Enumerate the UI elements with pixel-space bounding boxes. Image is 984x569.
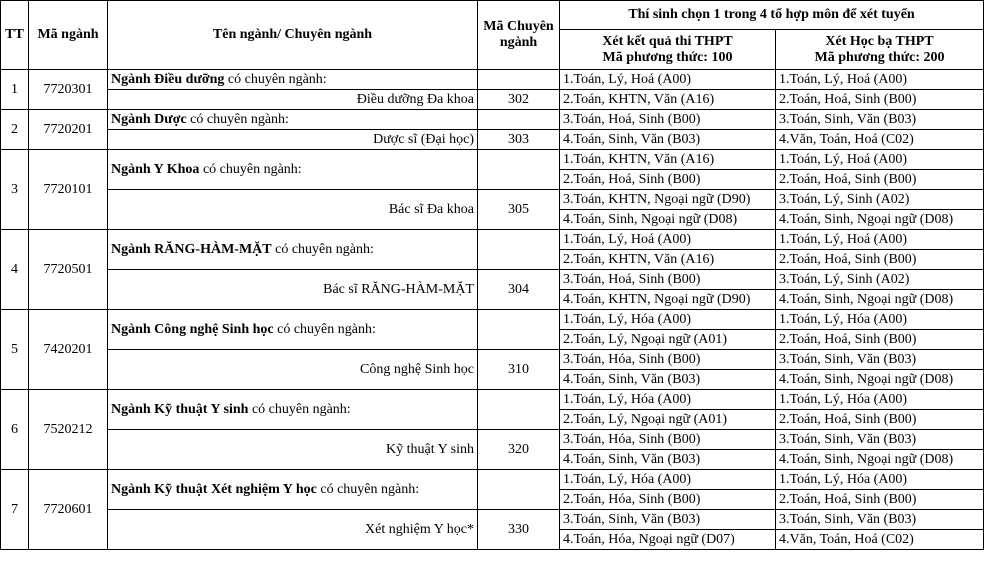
pt200-combo: 2.Toán, Hoá, Sinh (B00) (776, 90, 984, 110)
header-pt100-title: Xét kết quả thi THPT (602, 33, 733, 49)
pt100-combo: 1.Toán, Lý, Hóa (A00) (560, 470, 776, 490)
table-row (1, 350, 984, 370)
row-ma-chuyen-nganh: 310 (478, 350, 560, 390)
row-nganh-suffix: có chuyên ngành: (248, 401, 351, 417)
row-ma-cn-top (478, 310, 560, 350)
table-row (1, 130, 984, 150)
table-row (1, 390, 984, 410)
pt100-combo: 2.Toán, Lý, Ngoại ngữ (A01) (560, 410, 776, 430)
pt100-combo: 2.Toán, KHTN, Văn (A16) (560, 250, 776, 270)
pt200-combo: 4.Văn, Toán, Hoá (C02) (776, 530, 984, 550)
pt200-combo: 3.Toán, Lý, Sinh (A02) (776, 190, 984, 210)
table-row (1, 470, 984, 490)
row-nganh-name: Ngành Kỹ thuật Xét nghiệm Y học (111, 481, 317, 497)
pt200-combo: 1.Toán, Lý, Hóa (A00) (776, 310, 984, 330)
row-nganh-name: Ngành RĂNG-HÀM-MẶT (111, 241, 272, 257)
pt200-combo: 2.Toán, Hoá, Sinh (B00) (776, 330, 984, 350)
pt200-combo: 3.Toán, Lý, Sinh (A02) (776, 270, 984, 290)
pt200-combo: 4.Toán, Sinh, Ngoại ngữ (D08) (776, 290, 984, 310)
row-nganh (108, 110, 478, 130)
row-nganh-name: Ngành Y Khoa (111, 161, 200, 177)
row-nganh-suffix: có chuyên ngành: (199, 161, 302, 177)
table-row (1, 230, 984, 250)
pt200-combo: 3.Toán, Sinh, Văn (B03) (776, 110, 984, 130)
row-nganh-name: Ngành Điều dưỡng (111, 71, 225, 87)
pt200-combo: 1.Toán, Lý, Hoá (A00) (776, 150, 984, 170)
row-ma-nganh: 7720201 (29, 110, 108, 150)
pt100-combo: 4.Toán, Sinh, Văn (B03) (560, 130, 776, 150)
header-pt100-code: Mã phương thức: 100 (602, 49, 733, 65)
pt200-combo: 4.Toán, Sinh, Ngoại ngữ (D08) (776, 450, 984, 470)
pt200-combo: 2.Toán, Hoá, Sinh (B00) (776, 410, 984, 430)
row-tt: 5 (1, 310, 29, 390)
table-row (1, 150, 984, 170)
row-nganh-suffix: có chuyên ngành: (186, 111, 289, 127)
pt200-combo: 1.Toán, Lý, Hóa (A00) (776, 390, 984, 410)
table-row (1, 430, 984, 450)
header-ma-chuyen-nganh: Mã Chuyên ngành (478, 1, 560, 70)
header-tt: TT (1, 1, 29, 70)
header-to-hop: Thí sinh chọn 1 trong 4 tổ hợp môn để xét tuyển (560, 1, 984, 30)
row-ma-nganh: 7420201 (29, 310, 108, 390)
row-nganh-suffix: có chuyên ngành: (316, 481, 420, 497)
pt100-combo: 4.Toán, Sinh, Văn (B03) (560, 370, 776, 390)
pt100-combo: 1.Toán, Lý, Hóa (A00) (560, 390, 776, 410)
row-ma-cn-top (478, 230, 560, 270)
pt100-combo: 3.Toán, Hóa, Sinh (B00) (560, 350, 776, 370)
pt100-combo: 4.Toán, Hóa, Ngoại ngữ (D07) (560, 530, 776, 550)
row-tt: 3 (1, 150, 29, 230)
row-nganh (108, 390, 478, 430)
pt200-combo: 2.Toán, Hoá, Sinh (B00) (776, 170, 984, 190)
table-row (1, 110, 984, 130)
pt100-combo: 1.Toán, KHTN, Văn (A16) (560, 150, 776, 170)
row-nganh-suffix: có chuyên ngành: (224, 71, 327, 87)
row-ma-cn-top (478, 470, 560, 510)
pt200-combo: 2.Toán, Hoá, Sinh (B00) (776, 250, 984, 270)
row-nganh (108, 310, 478, 350)
row-nganh-suffix: có chuyên ngành: (271, 241, 374, 257)
pt200-combo: 1.Toán, Lý, Hoá (A00) (776, 70, 984, 90)
pt100-combo: 3.Toán, KHTN, Ngoại ngữ (D90) (560, 190, 776, 210)
table-row (1, 510, 984, 530)
row-ma-nganh: 7720501 (29, 230, 108, 310)
pt200-combo: 1.Toán, Lý, Hoá (A00) (776, 230, 984, 250)
header-pt200-title: Xét Học bạ THPT (825, 33, 934, 49)
row-tt: 1 (1, 70, 29, 110)
pt100-combo: 3.Toán, Sinh, Văn (B03) (560, 510, 776, 530)
pt200-combo: 3.Toán, Sinh, Văn (B03) (776, 430, 984, 450)
row-ma-nganh: 7520212 (29, 390, 108, 470)
pt100-combo: 4.Toán, Sinh, Văn (B03) (560, 450, 776, 470)
table-row (1, 190, 984, 210)
row-ma-chuyen-nganh: 330 (478, 510, 560, 550)
row-chuyen-nganh: Công nghệ Sinh học (108, 350, 478, 390)
table-row (1, 70, 984, 90)
table-row (1, 90, 984, 110)
pt100-combo: 3.Toán, Hoá, Sinh (B00) (560, 270, 776, 290)
row-ma-cn-top (478, 390, 560, 430)
row-ma-cn-top (478, 150, 560, 190)
row-chuyen-nganh: Xét nghiệm Y học* (108, 510, 478, 550)
pt100-combo: 1.Toán, Lý, Hoá (A00) (560, 70, 776, 90)
row-tt: 4 (1, 230, 29, 310)
pt200-combo: 4.Toán, Sinh, Ngoại ngữ (D08) (776, 210, 984, 230)
pt100-combo: 3.Toán, Hoá, Sinh (B00) (560, 110, 776, 130)
row-chuyen-nganh: Bác sĩ RĂNG-HÀM-MẶT (108, 270, 478, 310)
pt100-combo: 4.Toán, KHTN, Ngoại ngữ (D90) (560, 290, 776, 310)
pt100-combo: 2.Toán, Hóa, Sinh (B00) (560, 490, 776, 510)
pt100-combo: 3.Toán, Hóa, Sinh (B00) (560, 430, 776, 450)
row-nganh-suffix: có chuyên ngành: (273, 321, 376, 337)
header-ma-nganh: Mã ngành (29, 1, 108, 70)
row-ma-cn-top (478, 70, 560, 90)
row-chuyen-nganh: Dược sĩ (Đại học) (108, 130, 478, 150)
row-ma-nganh: 7720601 (29, 470, 108, 550)
row-tt: 7 (1, 470, 29, 550)
row-ma-chuyen-nganh: 304 (478, 270, 560, 310)
pt100-combo: 4.Toán, Sinh, Ngoại ngữ (D08) (560, 210, 776, 230)
row-ma-chuyen-nganh: 302 (478, 90, 560, 110)
row-nganh (108, 470, 478, 510)
row-tt: 2 (1, 110, 29, 150)
pt200-combo: 4.Toán, Sinh, Ngoại ngữ (D08) (776, 370, 984, 390)
row-nganh-name: Ngành Kỹ thuật Y sinh (111, 401, 249, 417)
row-ma-nganh: 7720301 (29, 70, 108, 110)
row-chuyen-nganh: Bác sĩ Đa khoa (108, 190, 478, 230)
pt200-combo: 1.Toán, Lý, Hóa (A00) (776, 470, 984, 490)
pt200-combo: 4.Văn, Toán, Hoá (C02) (776, 130, 984, 150)
row-nganh (108, 70, 478, 90)
row-nganh-name: Ngành Công nghệ Sinh học (111, 321, 274, 337)
row-ma-cn-top (478, 110, 560, 130)
pt200-combo: 3.Toán, Sinh, Văn (B03) (776, 510, 984, 530)
pt200-combo: 2.Toán, Hoá, Sinh (B00) (776, 490, 984, 510)
row-ma-chuyen-nganh: 303 (478, 130, 560, 150)
table-row (1, 270, 984, 290)
pt100-combo: 1.Toán, Lý, Hóa (A00) (560, 310, 776, 330)
pt100-combo: 2.Toán, Hoá, Sinh (B00) (560, 170, 776, 190)
row-chuyen-nganh: Kỹ thuật Y sinh (108, 430, 478, 470)
pt100-combo: 1.Toán, Lý, Hoá (A00) (560, 230, 776, 250)
pt100-combo: 2.Toán, Lý, Ngoại ngữ (A01) (560, 330, 776, 350)
row-ma-nganh: 7720101 (29, 150, 108, 230)
row-chuyen-nganh: Điều dưỡng Đa khoa (108, 90, 478, 110)
row-tt: 6 (1, 390, 29, 470)
row-ma-chuyen-nganh: 305 (478, 190, 560, 230)
table-row (1, 310, 984, 330)
row-nganh-name: Ngành Dược (111, 111, 187, 127)
header-pt200 (776, 30, 984, 70)
header-ten-nganh: Tên ngành/ Chuyên ngành (108, 1, 478, 70)
header-pt200-code: Mã phương thức: 200 (814, 49, 945, 65)
row-nganh (108, 150, 478, 190)
row-ma-chuyen-nganh: 320 (478, 430, 560, 470)
header-pt100 (560, 30, 776, 70)
pt100-combo: 2.Toán, KHTN, Văn (A16) (560, 90, 776, 110)
row-nganh (108, 230, 478, 270)
pt200-combo: 3.Toán, Sinh, Văn (B03) (776, 350, 984, 370)
